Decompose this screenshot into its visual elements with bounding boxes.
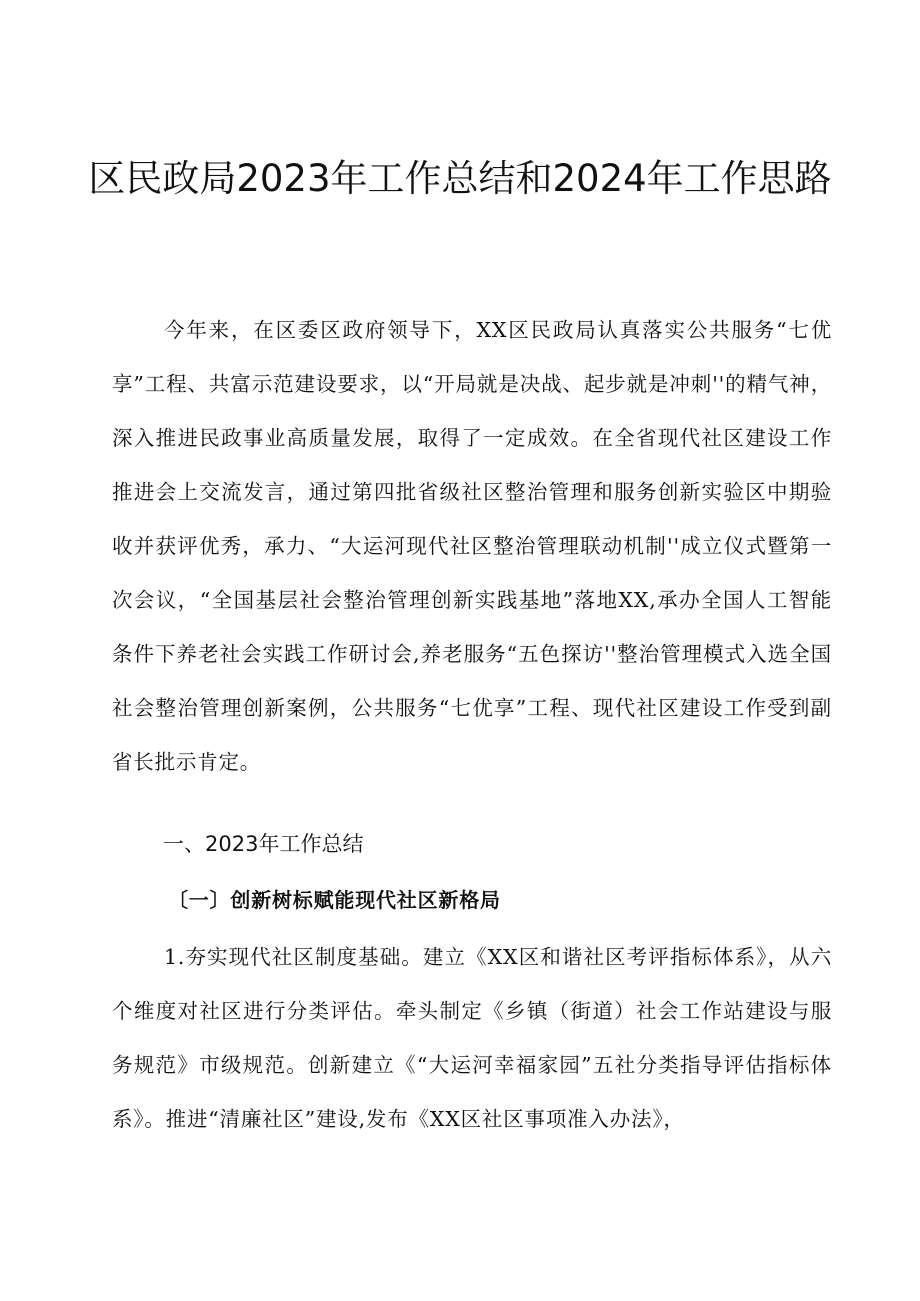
document-title: 区民政局2023年工作总结和2024年工作思路: [88, 157, 832, 200]
subsection-heading: 〔一〕创新树标赋能现代社区新格局: [168, 888, 501, 912]
section-heading: 一、2023年工作总结: [163, 832, 364, 856]
item-paragraph: 1.夯实现代社区制度基础。建立《XX区和谐社区考评指标体系》，从六个维度对社区进行分类评估。牵头制定《乡镇（街道）社会工作站建设与服务规范》市级规范。创新建立《“大运河幸福家园”五社分类指导评估指标体系》。推进“清廉社区”建设,发布《XX区社区事项准入办法》，: [112, 945, 832, 1131]
intro-paragraph: 今年来，在区委区政府领导下，XX区民政局认真落实公共服务“七优享”工程、共富示范建设要求，以“开局就是决战、起步就是冲刺''的精气神，深入推进民政事业高质量发展，取得了一定成效。在全省现代社区建设工作推进会上交流发言，通过第四批省级社区整治管理和服务创新实验区中期验收并获评优秀，承力、“大运河现代社区整治管理联动机制''成立仪式暨第一次会议，“全国基层社会整治管理创新实践基地”落地XX,承办全国人工智能条件下养老社会实践工作研讨会,养老服务“五色探访''整治管理模式入选全国社会整治管理创新案例，公共服务“七优享”工程、现代社区建设工作受到副省长批示肯定。: [112, 318, 832, 774]
